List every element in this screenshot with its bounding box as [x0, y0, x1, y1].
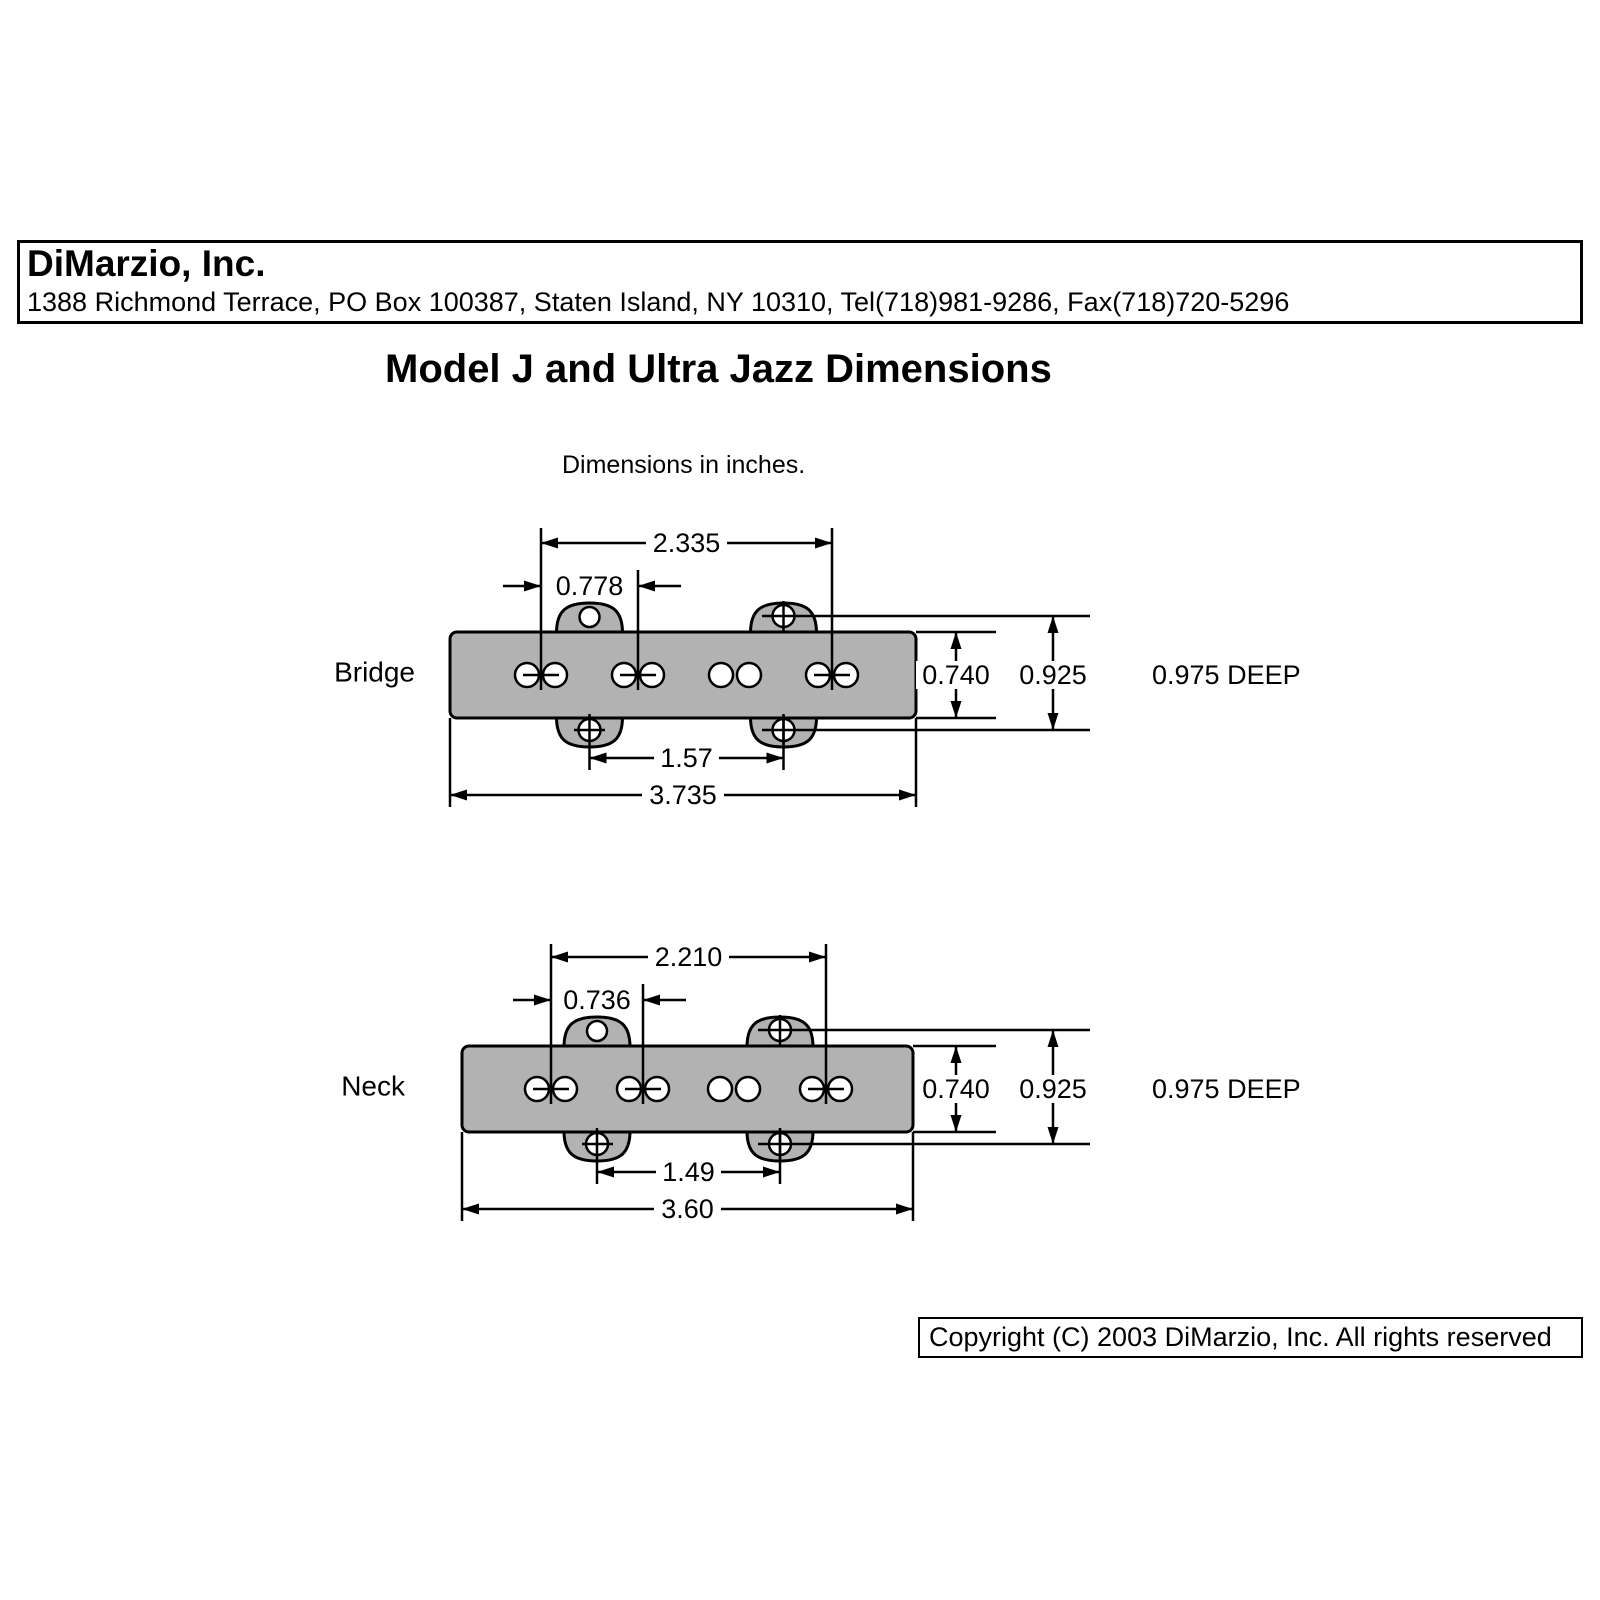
dim-body-height: 0.740: [922, 660, 990, 690]
dim-overall-height: 0.925: [1019, 1074, 1087, 1104]
pole-piece: [708, 1077, 732, 1101]
dim-mount-screw-span: 1.57: [660, 743, 713, 773]
dim-body-height: 0.740: [922, 1074, 990, 1104]
bridge-diagram: [334, 528, 1301, 810]
mounting-hole: [587, 1021, 607, 1041]
bridge-label: Bridge: [334, 656, 415, 688]
pole-piece: [709, 663, 733, 687]
neck-label: Neck: [341, 1070, 405, 1102]
neck-diagram: [341, 942, 1300, 1224]
dim-depth: 0.975 DEEP: [1152, 660, 1301, 690]
dim-depth: 0.975 DEEP: [1152, 1074, 1301, 1104]
dim-overall-height: 0.925: [1019, 660, 1087, 690]
company-name: DiMarzio, Inc.: [27, 243, 266, 284]
copyright-box: [918, 1317, 1583, 1358]
company-address: 1388 Richmond Terrace, PO Box 100387, Staten Island, NY 10310, Tel(718)981-9286, Fax(718)720-5296: [27, 287, 1290, 317]
dim-pole-pair-span: 2.210: [654, 942, 723, 972]
units-note: Dimensions in inches.: [562, 451, 806, 479]
pole-piece: [736, 1077, 760, 1101]
dim-pair-spacing: 0.778: [555, 571, 624, 601]
mounting-hole: [580, 607, 600, 627]
dim-overall-length: 3.735: [649, 780, 717, 810]
dim-pair-spacing: 0.736: [563, 985, 631, 1015]
page-title: Model J and Ultra Jazz Dimensions: [385, 347, 1052, 391]
copyright-text: Copyright (C) 2003 DiMarzio, Inc. All rights reserved: [929, 1322, 1552, 1352]
pole-piece: [737, 663, 761, 687]
dim-overall-length: 3.60: [661, 1194, 714, 1224]
dim-mount-screw-span: 1.49: [662, 1157, 715, 1187]
dim-pole-pair-span: 2.335: [652, 528, 721, 558]
